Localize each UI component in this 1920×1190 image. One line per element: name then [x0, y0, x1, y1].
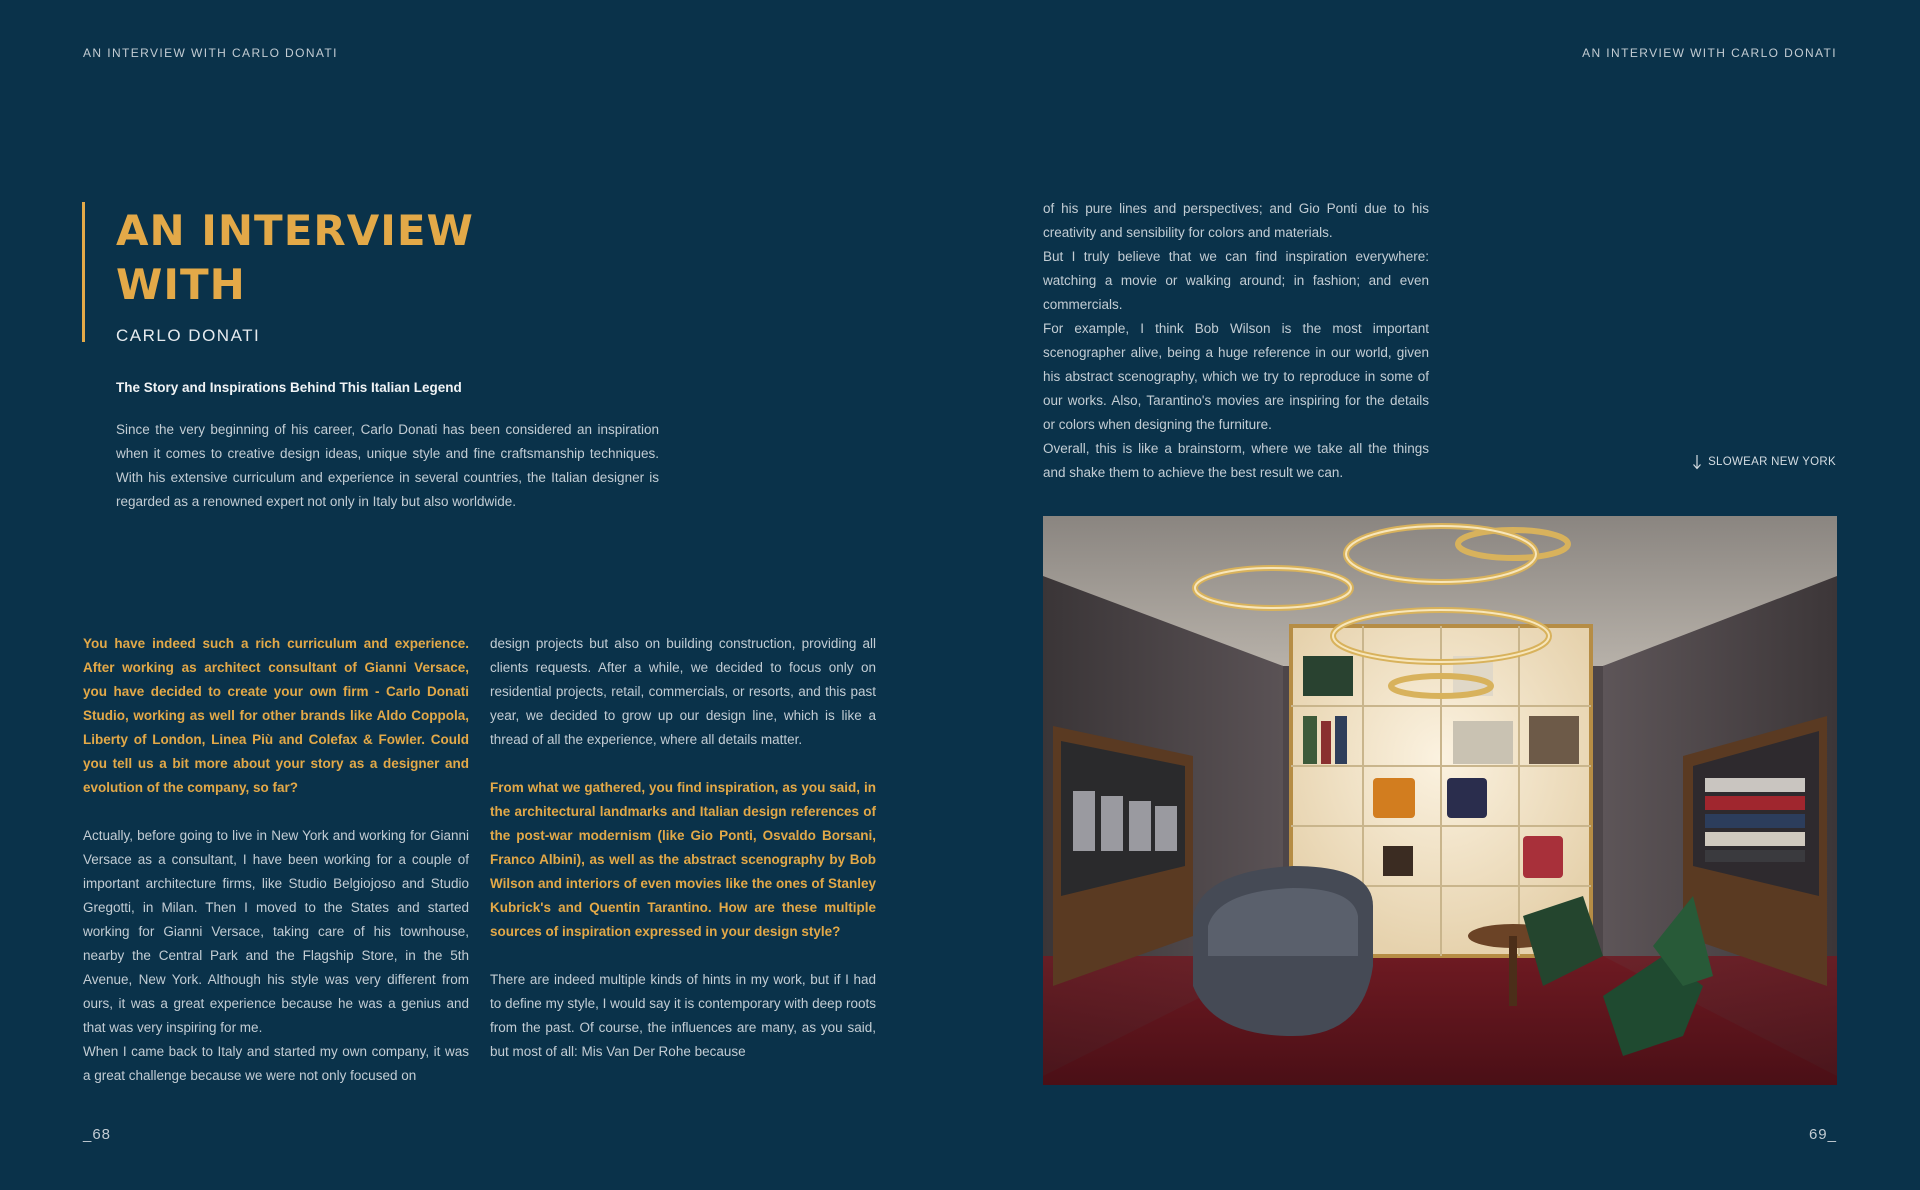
- answer-1-paragraph-2: When I came back to Italy and started my own company, it was a great challenge because we were not only focused on: [83, 1044, 469, 1083]
- answer-2-paragraph-3: For example, I think Bob Wilson is the most important scenographer alive, being a huge reference in our world, given his abstract scenography, which we try to reproduce in some of our works. Also, Tarantino's movies are inspiring for the details or colors when designing the furniture.: [1043, 321, 1429, 432]
- running-head-left: AN INTERVIEW WITH CARLO DONATI: [83, 46, 338, 60]
- title-block: [82, 202, 474, 345]
- store-interior-photo: [1043, 516, 1837, 1085]
- text-column-2: [490, 632, 876, 1064]
- answer-2: There are indeed multiple kinds of hints in my work, but if I had to define my style, I would say it is contemporary with deep roots from the past. Of course, the influences are many, as you said, but most of all: Mis Van Der Rohe because: [490, 972, 876, 1059]
- answer-2-paragraph-2: But I truly believe that we can find inspiration everywhere: watching a movie or walking around; in fashion; and even commercials.: [1043, 249, 1429, 312]
- arrow-down-icon: [1692, 454, 1702, 470]
- answer-2-paragraph-4: Overall, this is like a brainstorm, where we take all the things and shake them to achieve the best result we can.: [1043, 441, 1429, 480]
- page-number-right: 69_: [1808, 1126, 1837, 1143]
- question-1: You have indeed such a rich curriculum and experience. After working as architect consultant of Gianni Versace, you have decided to create your own firm - Carlo Donati Studio, working as well for other brands like Aldo Coppola, Liberty of London, Linea Più and Colefax & Fowler. Could you tell us a bit more about your story as a designer and evolution of the company, so far?: [83, 636, 469, 795]
- text-column-3: [1043, 197, 1429, 485]
- title-line-2: WITH: [116, 260, 246, 309]
- intro-paragraph: Since the very beginning of his career, Carlo Donati has been considered an inspiration when it comes to creative design ideas, unique style and fine craftsmanship techniques. With his extensive curriculum and experience in several countries, the Italian designer is regarded as a renowned expert not only in Italy but also worldwide.: [116, 422, 659, 509]
- answer-1-paragraph-1: Actually, before going to live in New York and working for Gianni Versace as a consultant, I have been working for a couple of important architecture firms, like Studio Belgiojoso and Studio Gregotti, in Milan. Then I moved to the States and started working for Gianni Versace, taking care of his townhouse, nearby the Central Park and the Flagship Store, in the 5th Avenue, New York. Although his style was very different from ours, it was a great experience because he was a genius and that was very inspiring for me.: [83, 828, 469, 1035]
- text-column-1: [83, 632, 469, 1088]
- article-title: [116, 204, 474, 312]
- store-interior-illustration: [1043, 516, 1837, 1085]
- answer-2-paragraph-1: of his pure lines and perspectives; and Gio Ponti due to his creativity and sensibility for colors and materials.: [1043, 201, 1429, 240]
- page-number-left: _68: [83, 1126, 112, 1143]
- photo-caption: [1692, 454, 1836, 470]
- question-2: From what we gathered, you find inspiration, as you said, in the architectural landmarks and Italian design references of the post-war modernism (like Gio Ponti, Osvaldo Borsani, Franco Albini), as well as the abstract scenography by Bob Wilson and interiors of even movies like the ones of Stanley Kubrick's and Quentin Tarantino. How are these multiple sources of inspiration expressed in your design style?: [490, 780, 876, 939]
- photo-caption-text: SLOWEAR NEW YORK: [1708, 456, 1836, 468]
- tagline: The Story and Inspirations Behind This Italian Legend: [116, 380, 462, 395]
- article-subtitle: CARLO DONATI: [116, 326, 261, 345]
- running-head-right: AN INTERVIEW WITH CARLO DONATI: [1582, 46, 1837, 60]
- title-line-1: AN INTERVIEW: [116, 206, 474, 255]
- answer-1-continued: design projects but also on building construction, providing all clients requests. After a while, we decided to focus only on residential projects, retail, commercials, or resorts, and this past year, we decided to grow up our design line, which is like a thread of all the experience, where all details matter.: [490, 636, 876, 747]
